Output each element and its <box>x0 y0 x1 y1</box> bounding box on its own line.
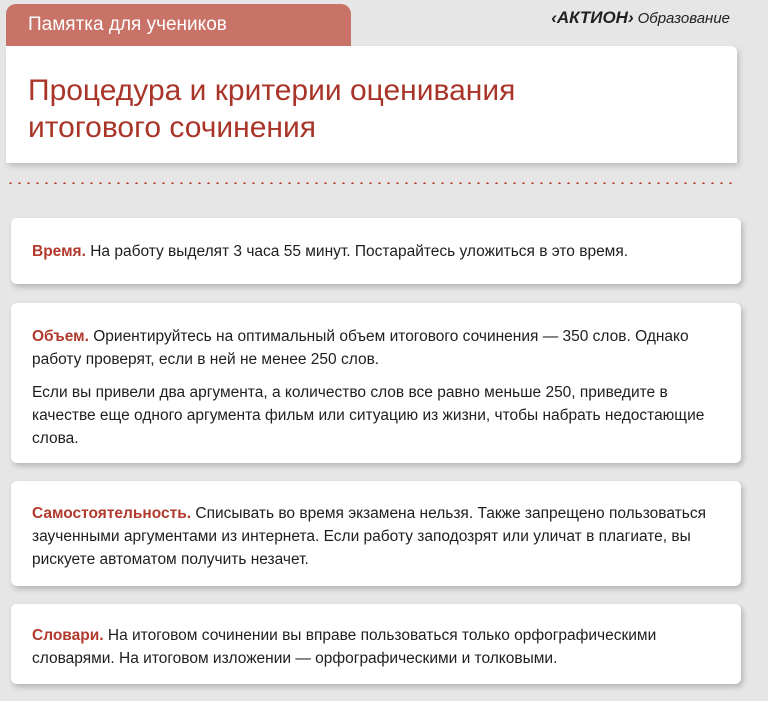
card-independence <box>11 481 741 586</box>
section-tag <box>6 4 351 46</box>
page-title-line-2: итогового сочинения <box>28 111 316 144</box>
card-dictionaries-label: Словари. <box>32 627 104 644</box>
card-time-text <box>32 240 707 263</box>
card-time-label: Время. <box>32 243 86 260</box>
card-independence-text <box>32 502 707 571</box>
card-dictionaries-text <box>32 624 707 670</box>
brand-logo-text: Образование <box>637 10 730 27</box>
card-volume-body: Ориентируйтесь на оптимальный объем итогового сочинения — 350 слов. Однако работу проверят, если в ней не менее 250 слов. <box>32 328 689 368</box>
page-title <box>28 72 515 146</box>
dotted-divider <box>6 182 737 184</box>
card-volume-label: Объем. <box>32 328 89 345</box>
card-dictionaries-body: На итоговом сочинении вы вправе пользоваться только орфографическими словарями. На итоговом изложении — орфографическими и толковыми. <box>32 627 657 667</box>
card-volume-extra: Если вы привели два аргумента, а количество слов все равно меньше 250, приведите в качестве еще одного аргумента фильм или ситуацию из жизни, чтобы набрать недостающие слова. <box>32 384 705 447</box>
section-tag-label: Памятка для учеников <box>28 14 227 35</box>
page-title-line-1: Процедура и критерии оценивания <box>28 74 516 107</box>
card-independence-label: Самостоятельность. <box>32 505 192 522</box>
brand-logo-mark: ‹АКТИОН› <box>551 8 634 27</box>
card-time <box>11 218 741 284</box>
card-time-body: На работу выделят 3 часа 55 минут. Постарайтесь уложиться в это время. <box>85 243 629 260</box>
card-independence-body: Списывать во время экзамена нельзя. Также запрещено пользоваться заученными аргументами из интернета. Если работу заподозрят или уличат в плагиате, вы рискуете автоматом получить незачет. <box>32 505 706 568</box>
card-dictionaries <box>11 604 741 684</box>
brand-logo <box>551 8 730 28</box>
card-volume-text <box>32 325 707 371</box>
title-panel <box>6 46 737 163</box>
card-volume <box>11 303 741 463</box>
